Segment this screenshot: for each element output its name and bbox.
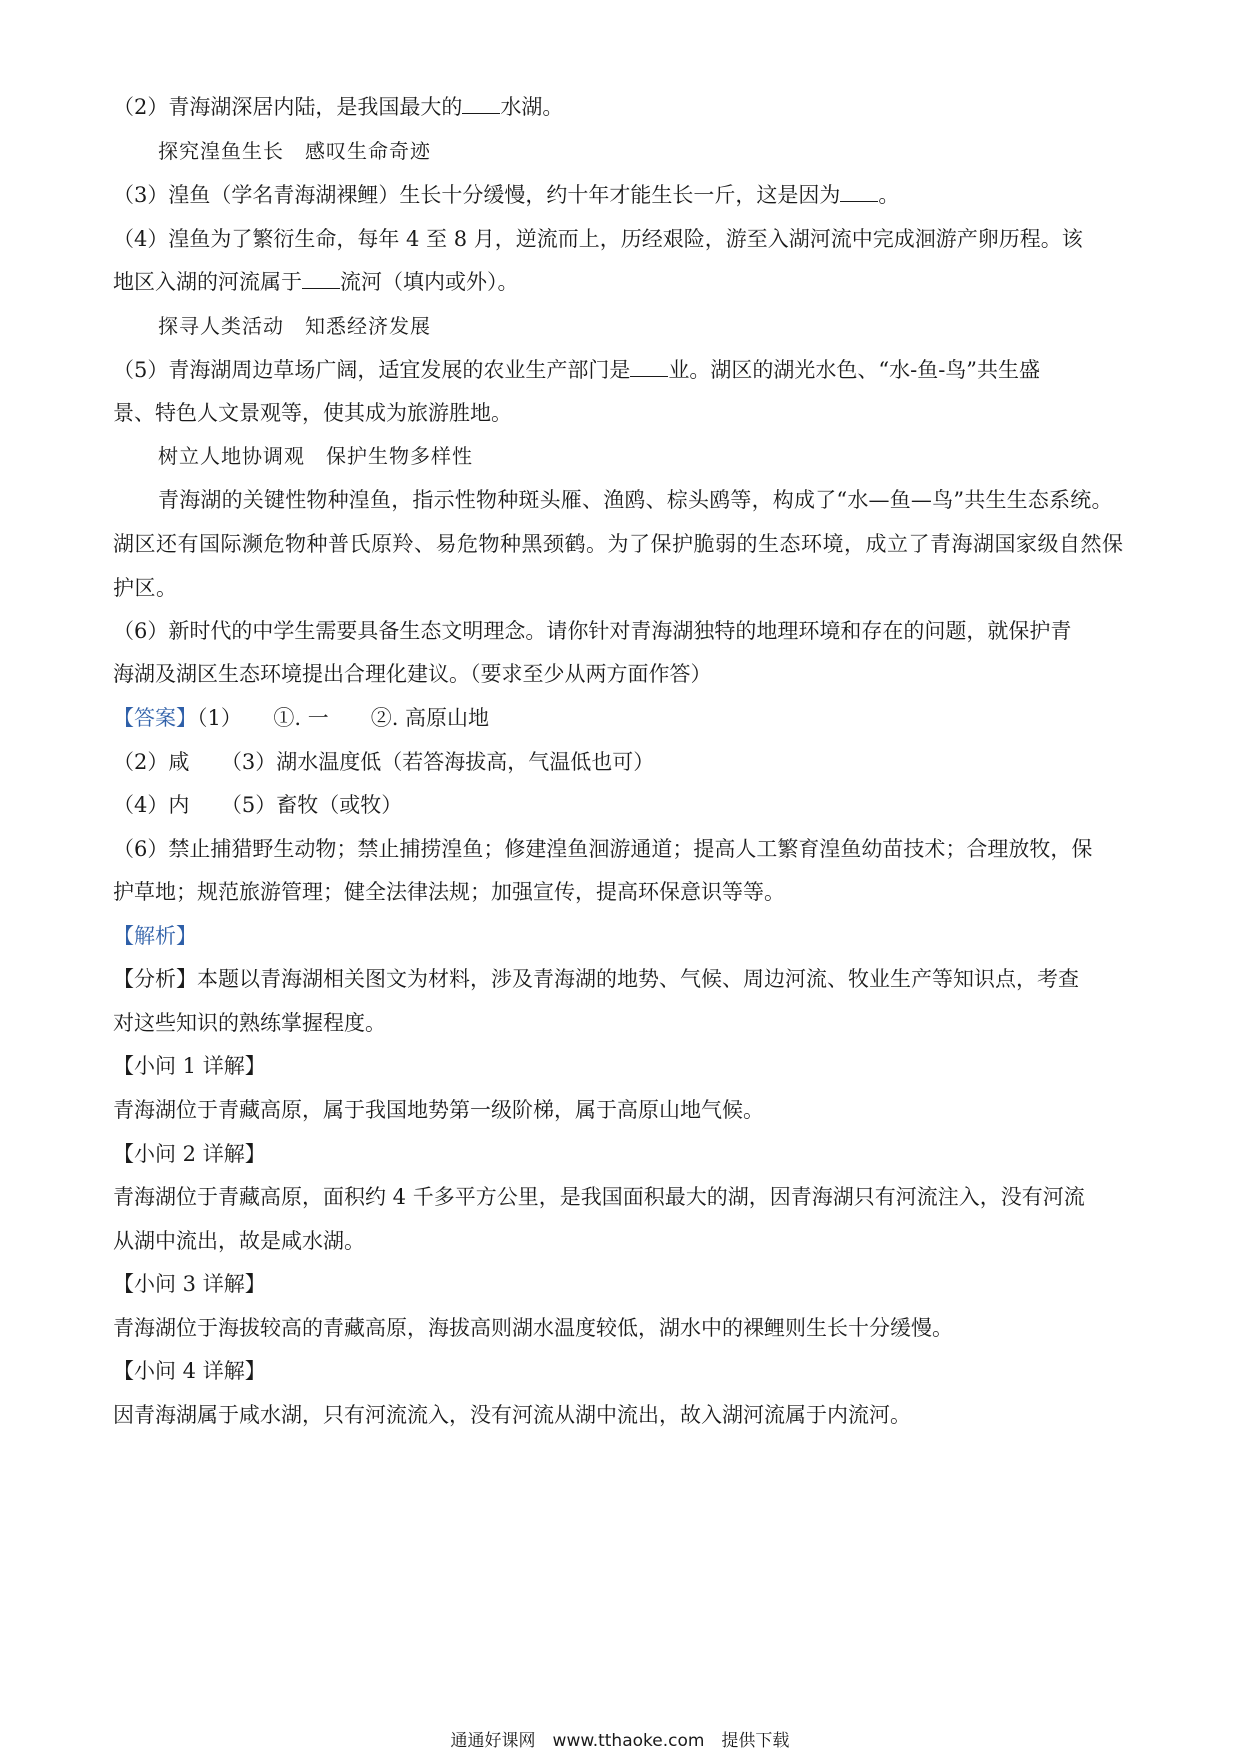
footer-watermark: 通通好课网 www.tthaoke.com 提供下载 (450, 1731, 790, 1751)
subquestion-1-text: 青海湖位于青藏高原，属于我国地势第一级阶梯，属于高原山地气候。 (113, 1098, 764, 1122)
answer-blank (302, 268, 340, 289)
question-2-text: （2）青海湖深居内陆，是我国最大的 (113, 95, 463, 119)
subquestion-2-text-line-1: 青海湖位于青藏高原，面积约 4 千多平方公里，是我国面积最大的湖，因青海湖只有河流注入，没有河流 (113, 1185, 1085, 1209)
question-5-line-1 (113, 355, 1133, 385)
answer-line-2: （2）咸 （3）湖水温度低（若答海拔高，气温低也可） (113, 750, 655, 774)
section-heading-human: 探寻人类活动 知悉经济发展 (158, 314, 431, 338)
answer-line-3: （4）内 （5）畜牧（或牧） (113, 793, 403, 817)
subquestion-1-heading: 【小问 1 详解】 (113, 1054, 266, 1078)
answer-1-text: （1） ①. 一 ②. 高原山地 (197, 706, 490, 730)
subquestion-2-text-line-2: 从湖中流出，故是咸水湖。 (113, 1229, 365, 1253)
question-6-line-1: （6）新时代的中学生需要具备生态文明理念。请你针对青海湖独特的地理环境和存在的问题，就保护青 (113, 619, 1072, 643)
question-4-text: 地区入湖的河流属于 (113, 270, 302, 294)
analysis-summary-line-1: 【分析】本题以青海湖相关图文为材料，涉及青海湖的地势、气候、周边河流、牧业生产等知识点，考查 (113, 967, 1079, 991)
answer-line-1 (113, 703, 1133, 733)
question-4-text-end: 流河（填内或外）。 (340, 270, 519, 294)
question-2 (113, 92, 1133, 122)
question-4-line-1: （4）湟鱼为了繁衍生命，每年 4 至 8 月，逆流而上，历经艰险，游至入湖河流中完成洄游产卵历程。该 (113, 227, 1083, 251)
subquestion-3-text: 青海湖位于海拔较高的青藏高原，海拔高则湖水温度较低，湖水中的裸鲤则生长十分缓慢。 (113, 1316, 953, 1340)
question-5-text: （5）青海湖周边草场广阔，适宜发展的农业生产部门是 (113, 358, 631, 382)
answer-blank (462, 93, 500, 114)
material-paragraph-line-1: 青海湖的关键性物种湟鱼，指示性物种斑头雁、渔鸥、棕头鸥等，构成了“水—鱼—鸟”共生生态系统。 (158, 488, 1113, 512)
material-paragraph-line-3: 护区。 (113, 576, 178, 600)
subquestion-4-heading: 【小问 4 详解】 (113, 1359, 266, 1383)
subquestion-4-text: 因青海湖属于咸水湖，只有河流流入，没有河流从湖中流出，故入湖河流属于内流河。 (113, 1403, 911, 1427)
question-2-text-end: 水湖。 (500, 95, 564, 119)
section-heading-fish: 探究湟鱼生长 感叹生命奇迹 (158, 139, 431, 163)
question-3 (113, 180, 1133, 210)
question-3-text-end: 。 (878, 183, 900, 207)
question-3-text: （3）湟鱼（学名青海湖裸鲤）生长十分缓慢，约十年才能生长一斤，这是因为 (113, 183, 841, 207)
question-4-line-2 (113, 267, 1133, 297)
analysis-summary-line-2: 对这些知识的熟练掌握程度。 (113, 1011, 386, 1035)
answer-blank (840, 181, 878, 202)
subquestion-2-heading: 【小问 2 详解】 (113, 1142, 266, 1166)
question-5-text-end: 业。湖区的湖光水色、“水-鱼-鸟”共生盛 (668, 358, 1041, 382)
subquestion-3-heading: 【小问 3 详解】 (113, 1272, 266, 1296)
analysis-label: 【解析】 (113, 924, 197, 948)
answer-label: 【答案】 (113, 706, 197, 730)
material-paragraph-line-2: 湖区还有国际濒危物种普氏原羚、易危物种黑颈鹤。为了保护脆弱的生态环境，成立了青海湖国家级自然保 (113, 532, 1124, 556)
answer-6-line-2: 护草地；规范旅游管理；健全法律法规；加强宣传，提高环保意识等等。 (113, 880, 785, 904)
question-5-line-2: 景、特色人文景观等，使其成为旅游胜地。 (113, 401, 512, 425)
question-6-line-2: 海湖及湖区生态环境提出合理化建议。（要求至少从两方面作答） (113, 662, 712, 686)
answer-6-line-1: （6）禁止捕猎野生动物；禁止捕捞湟鱼；修建湟鱼洄游通道；提高人工繁育湟鱼幼苗技术；合理放牧，保 (113, 837, 1093, 861)
section-heading-ecology: 树立人地协调观 保护生物多样性 (158, 444, 473, 468)
answer-blank (630, 356, 668, 377)
